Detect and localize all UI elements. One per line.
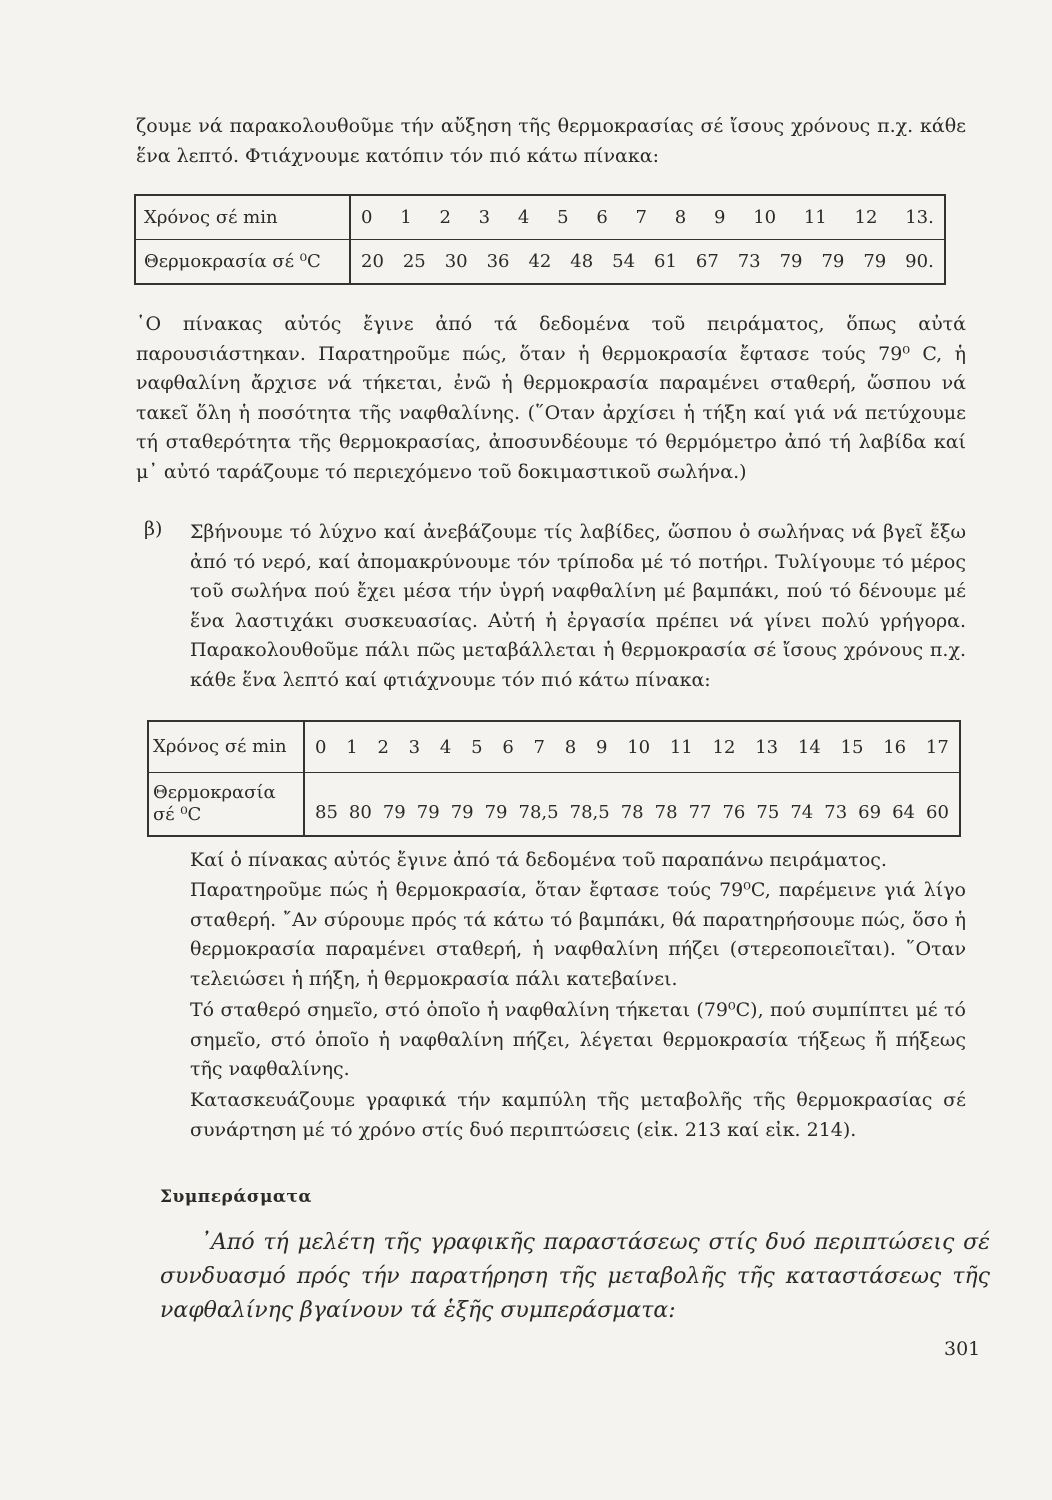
cooling-table [147, 720, 961, 837]
temperature-values [351, 251, 944, 272]
time-cell: 5 [471, 736, 483, 758]
temperature-values [305, 786, 959, 823]
item-marker-b: β) [144, 518, 163, 540]
time-cell: 2 [377, 736, 389, 758]
temperature-cell: 69 [858, 801, 882, 823]
temperature-label-line2: σέ ⁰C [153, 804, 202, 825]
intro-paragraph: ζουμε νά παρακολουθοῦμε τήν αὔξηση τῆς θερμοκρασίας σέ ἴσους χρόνους π.χ. κάθε ἕνα λεπτό. Φτιάχνουμε κατόπιν τόν πιό κάτω πίνακα: [136, 115, 966, 167]
temperature-label: Θερμοκρασία σέ ⁰C [135, 240, 350, 285]
temperature-cell: 90. [905, 251, 934, 272]
section-heading: Συμπεράσματα [160, 1187, 313, 1207]
temperature-cell: 79 [484, 801, 508, 823]
temperature-cell: 79 [821, 251, 845, 272]
time-cell: 1 [346, 736, 358, 758]
temperature-cell: 76 [722, 801, 746, 823]
time-cell: 12 [854, 207, 878, 228]
temperature-cell: 75 [756, 801, 780, 823]
temperature-cell: 30 [444, 251, 468, 272]
temperature-cell: 36 [486, 251, 510, 272]
paragraph-c1: Καί ὁ πίνακας αὐτός ἔγινε ἀπό τά δεδομένα τοῦ παραπάνω πειράματος. [190, 849, 887, 871]
time-cell: 13. [905, 207, 934, 228]
paragraph-b: Σβήνουμε τό λύχνο καί ἀνεβάζουμε τίς λαβίδες, ὥσπου ὁ σωλήνας νά βγεῖ ἔξω ἀπό τό νερό, καί ἀπομακρύνουμε τόν τρίποδα μέ τό ποτήρι. Τυλίγουμε τό μέρος τοῦ σωλήνα πού ἔχει μέσα τήν ὑγρή ναφθαλίνη μέ βαμπάκι, πού τό δένουμε μέ ἕνα λαστιχάκι συσκευασίας. Αὐτή ἡ ἐργασία πρέπει νά γίνει πολύ γρήγορα. Παρακολουθοῦμε πάλι πῶς μεταβάλλεται ἡ θερμοκρασία σέ ἴσους χρόνους π.χ. κάθε ἕνα λεπτό καί φτιάχνουμε τόν πιό κάτω πίνακα: [190, 521, 966, 691]
temperature-cell: 85 [315, 801, 338, 823]
temperature-label [148, 773, 304, 837]
time-cell: 8 [674, 207, 687, 228]
time-cell: 16 [883, 736, 907, 758]
temperature-label-line1: Θερμοκρασία [153, 782, 276, 803]
temperature-cell: 48 [570, 251, 594, 272]
temperature-cell: 54 [612, 251, 636, 272]
temperature-cell: 20 [361, 251, 384, 272]
temperature-cell: 79 [863, 251, 887, 272]
time-cell: 11 [803, 207, 827, 228]
time-cell: 0 [361, 207, 373, 228]
time-cell: 12 [712, 736, 736, 758]
time-cell: 10 [753, 207, 777, 228]
paragraph-a: ῾Ο πίνακας αὐτός ἔγινε ἀπό τά δεδομένα τοῦ πειράματος, ὅπως αὐτά παρουσιάστηκαν. Παρατηροῦμε πώς, ὅταν ἡ θερμοκρασία ἔφτασε τούς 79⁰ C, ἡ ναφθαλίνη ἄρχισε νά τήκεται, ἐνῶ ἡ θερμοκρασία παραμένει σταθερή, ὥσπου νά τακεῖ ὅλη ἡ ποσότητα τῆς ναφθαλίνης. (῞Οταν ἀρχίσει ἡ τήξη καί γιά νά πετύχουμε τή σταθερότητα τῆς θερμοκρασίας, ἀποσυνδέουμε τό θερμόμετρο ἀπό τή λαβίδα καί μ᾿ αὐτό ταράζουμε τό περιεχόμενο τοῦ δοκιμαστικοῦ σωλήνα.) [136, 313, 966, 483]
time-cell: 4 [517, 207, 530, 228]
time-cell: 9 [595, 736, 608, 758]
time-cell: 13 [755, 736, 779, 758]
time-cell: 10 [627, 736, 651, 758]
time-values [351, 207, 944, 228]
paragraph-c2: Παρατηροῦμε πώς ἡ θερμοκρασία, ὅταν ἔφτασε τούς 79⁰C, παρέμεινε γιά λίγο σταθερή. ῎Αν σύρουμε πρός τά κάτω τό βαμπάκι, θά παρατηρήσουμε πώς, ὅσο ἡ θερμοκρασία παραμένει σταθερή, ἡ ναφθαλίνη πήζει (στερεοποιεῖται). ῞Οταν τελειώσει ἡ πήξη, ἡ θερμοκρασία πάλι κατεβαίνει. [190, 879, 966, 990]
time-cell: 6 [596, 207, 608, 228]
time-cell: 0 [315, 736, 327, 758]
time-cell: 9 [713, 207, 726, 228]
time-cell: 8 [564, 736, 577, 758]
time-cell: 3 [408, 736, 421, 758]
page-number: 301 [944, 1338, 981, 1360]
time-cell: 5 [557, 207, 569, 228]
time-label: Χρόνος σέ min [135, 195, 350, 240]
temperature-cell: 61 [654, 251, 677, 272]
temperature-cell: 25 [402, 251, 426, 272]
temperature-cell: 73 [824, 801, 848, 823]
time-cell: 2 [439, 207, 451, 228]
time-cell: 17 [925, 736, 949, 758]
temperature-cell: 80 [348, 801, 372, 823]
temperature-cell: 78 [654, 801, 678, 823]
time-cell: 1 [400, 207, 412, 228]
temperature-cell: 60 [926, 801, 949, 823]
temperature-cell: 42 [528, 251, 552, 272]
temperature-cell: 78 [620, 801, 644, 823]
temperature-cell: 64 [892, 801, 915, 823]
heating-table [134, 194, 946, 285]
temperature-cell: 78,5 [518, 801, 559, 823]
time-values [305, 737, 959, 758]
temperature-cell: 74 [790, 801, 814, 823]
temperature-cell: 73 [737, 251, 761, 272]
time-label: Χρόνος σέ min [148, 721, 304, 773]
temperature-cell: 77 [688, 801, 712, 823]
paragraph-c4: Κατασκευάζουμε γραφικά τήν καμπύλη τῆς μεταβολῆς τῆς θερμοκρασίας σέ συνάρτηση μέ τό χρόνο στίς δυό περιπτώσεις (εἰκ. 213 καί εἰκ. 214). [190, 1089, 966, 1141]
paragraph-c3: Τό σταθερό σημεῖο, στό ὁποῖο ἡ ναφθαλίνη τήκεται (79⁰C), πού συμπίπτει μέ τό σημεῖο, στό ὁποῖο ἡ ναφθαλίνη πήζει, λέγεται θερμοκρασία τήξεως ἤ πήξεως τῆς ναφθαλίνης. [190, 999, 966, 1080]
temperature-cell: 79 [779, 251, 803, 272]
temperature-cell: 79 [450, 801, 474, 823]
conclusion-paragraph: ᾿Από τή μελέτη τῆς γραφικῆς παραστάσεως στίς δυό περιπτώσεις σέ συνδυασμό πρός τήν παρατήρηση τῆς μεταβολῆς τῆς καταστάσεως τῆς ναφθαλίνης βγαίνουν τά ἑξῆς συμπεράσματα: [160, 1230, 990, 1323]
time-cell: 15 [840, 736, 864, 758]
temperature-cell: 79 [382, 801, 406, 823]
time-cell: 7 [635, 207, 647, 228]
time-cell: 6 [502, 736, 514, 758]
time-cell: 14 [797, 736, 821, 758]
time-cell: 3 [478, 207, 491, 228]
time-cell: 11 [669, 736, 693, 758]
temperature-cell: 78,5 [569, 801, 610, 823]
time-cell: 4 [439, 736, 452, 758]
temperature-cell: 79 [416, 801, 440, 823]
temperature-cell: 67 [695, 251, 719, 272]
time-cell: 7 [533, 736, 545, 758]
